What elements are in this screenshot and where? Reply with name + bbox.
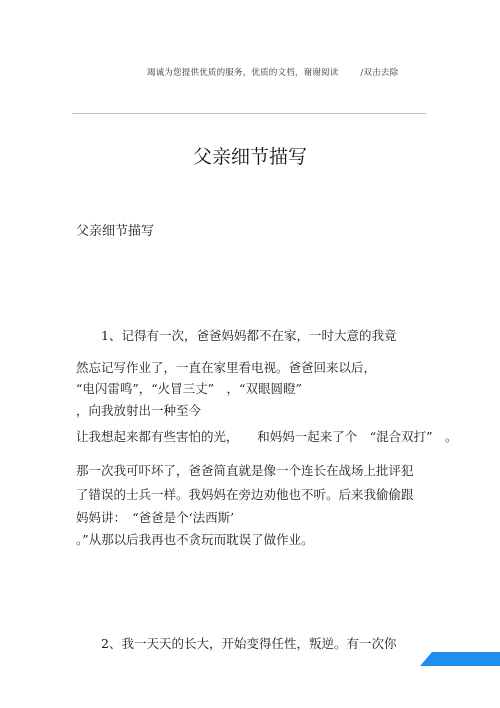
- text-line: 让我想起来都有些害怕的光， 和妈妈一起来了个 “混合双打” 。: [76, 429, 458, 444]
- corner-accent-bar: [420, 652, 500, 666]
- page-title: 父亲细节描写: [192, 146, 307, 168]
- header-note-left: 竭诚为您提供优质的服务，优质的文档，谢谢阅读: [147, 68, 339, 78]
- text-line: 那一次我可吓坏了，爸爸简直就是像一个连长在战场上批评犯: [76, 463, 414, 478]
- text-line: “电闪雷鸣”，“火冒三丈” ，“双眼圆瞪”: [76, 381, 302, 396]
- subtitle: 父亲细节描写: [76, 224, 155, 239]
- text-line: 2、我一天天的长大，开始变得任性，叛逆。有一次你: [101, 636, 397, 651]
- text-line: 。”从那以后我再也不贪玩而耽误了做作业。: [76, 532, 314, 547]
- text-line: 然忘记写作业了，一直在家里看电视。爸爸回来以后，: [76, 360, 377, 375]
- text-line: 妈妈讲： “爸爸是个‘法西斯’: [76, 510, 235, 525]
- header-rule: [72, 113, 426, 114]
- text-line: 了错误的士兵一样。我妈妈在旁边劝他也不听。后来我偷偷跟: [76, 487, 414, 502]
- text-line: 1、记得有一次，爸爸妈妈都不在家，一时大意的我竟: [101, 328, 397, 343]
- text-line: ，向我放射出一种至今: [76, 403, 202, 418]
- header-note: [147, 66, 398, 78]
- header-note-right[interactable]: /双击去除: [360, 68, 399, 78]
